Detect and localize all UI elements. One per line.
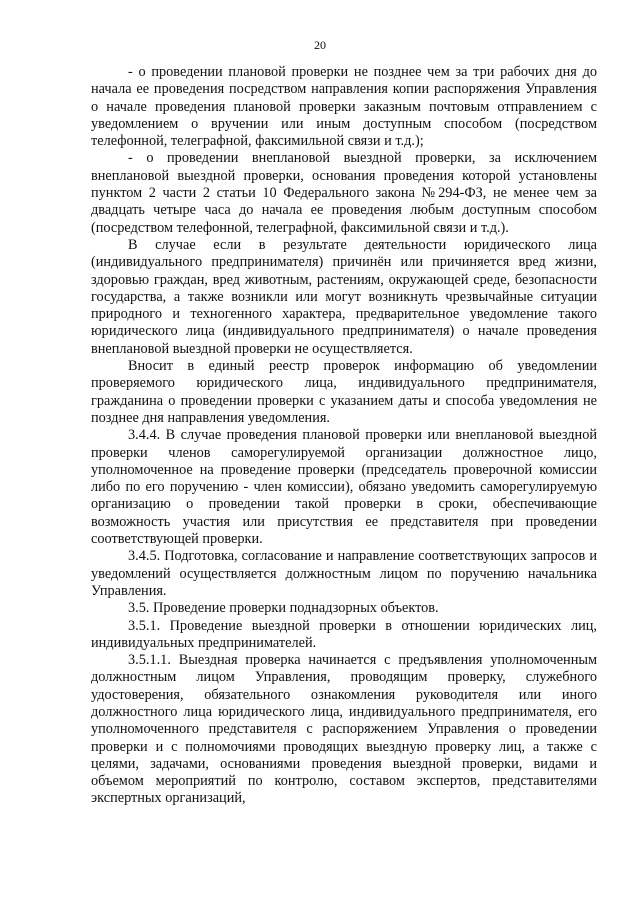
paragraph-3-4-4: 3.4.4. В случае проведения плановой проверки или внеплановой выездной проверки членов саморегулируемой организации должностное лицо, уполномоченное на проведение проверки (председатель проверочной комиссии либо по его поручению - член комиссии), обязано уведомить саморегулируемую организацию о проведении такой проверки в сроки, обеспечивающие возможность участия или присутствия ее представителя при проведении соответствующей проверки. [91,427,597,548]
document-body [91,64,597,808]
paragraph-notice-planned: - о проведении плановой проверки не позднее чем за три рабочих дня до начала ее проведения посредством направления копии распоряжения Управления о начале проведения плановой проверки заказным почтовым отправлением с уведомлением о вручении или иным доступным способом (посредством телефонной, телеграфной, факсимильной связи и т.д.); [91,64,597,150]
paragraph-notice-unplanned: - о проведении внеплановой выездной проверки, за исключением внеплановой выездной проверки, основания проведения которой установлены пунктом 2 части 2 статьи 10 Федерального закона №294-ФЗ, не менее чем за двадцать четыре часа до начала ее проведения любым доступным способом (посредством телефонной, телеграфной, факсимильной связи и т.д.). [91,150,597,236]
paragraph-3-5: 3.5. Проведение проверки поднадзорных объектов. [128,600,439,617]
paragraph-3-4-5: 3.4.5. Подготовка, согласование и направление соответствующих запросов и уведомлений осуществляется должностным лицом по поручению начальника Управления. [91,548,597,599]
paragraph-3-5-1: 3.5.1. Проведение выездной проверки в отношении юридических лиц, индивидуальных предпринимателей. [91,617,597,651]
paragraph-registry-entry: Вносит в единый реестр проверок информацию об уведомлении проверяемого юридического лица, индивидуального предпринимателя, гражданина о проведении проверки с указанием даты и способа уведомления не позднее дня направления уведомления. [91,358,597,426]
page-number: 20 [314,38,326,52]
paragraph-3-5-1-1: 3.5.1.1. Выездная проверка начинается с предъявления уполномоченным должностным лицом Управления, проводящим проверку, служебного удостоверения, обязательного ознакомления руководителя или иного должностного лица юридического лица, индивидуального предпринимателя, его уполномоченного представителя с распоряжением Управления о проведении проверки и с полномочиями проводящих выездную проверку лиц, а также с целями, задачами, основаниями проведения выездной проверки, видами и объемом мероприятий по контролю, составом экспертов, представителями экспертных организаций, [91,652,597,807]
paragraph-harm-exception: В случае если в результате деятельности юридического лица (индивидуального предпринимателя) причинён или причиняется вред жизни, здоровью граждан, вред животным, растениям, окружающей среде, безопасности государства, а также возникли или могут возникнуть чрезвычайные ситуации природного и техногенного характера, предварительное уведомление такого юридического лица (индивидуального предпринимателя) о начале проведения внеплановой выездной проверки не осуществляется. [91,236,597,357]
